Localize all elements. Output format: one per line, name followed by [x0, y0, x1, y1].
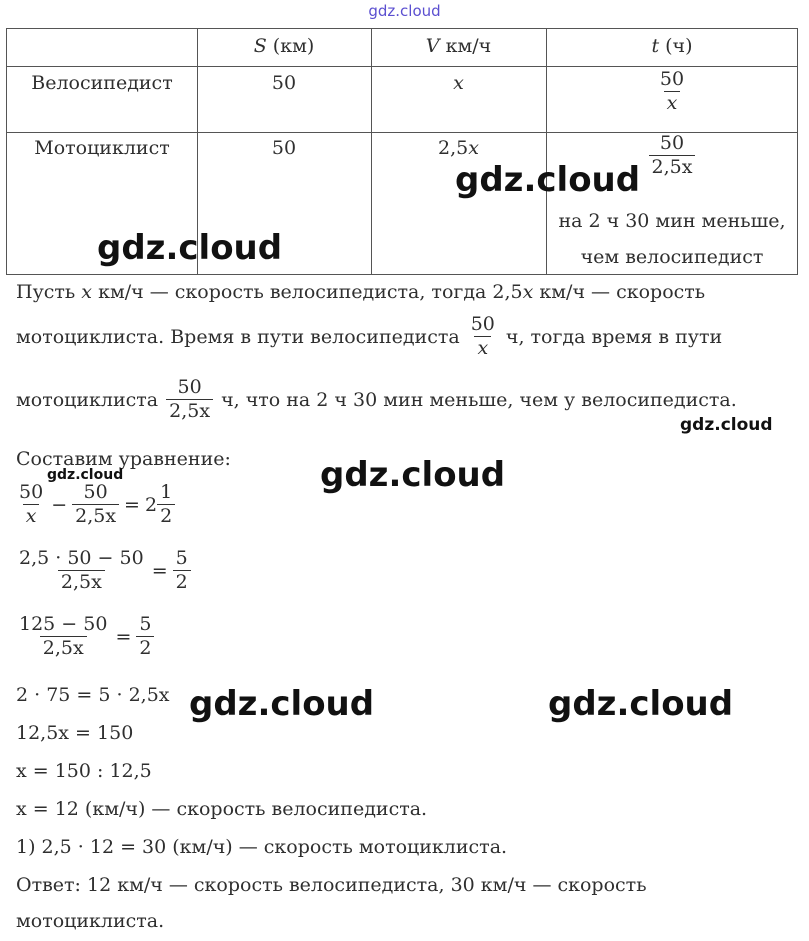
cyclist-speed: x [453, 72, 464, 94]
fraction: $\frac{5}{2}$ [136, 614, 154, 660]
equation-7: x = 12 (км/ч) — скорость велосипедиста. [16, 798, 428, 820]
answer-line-1: Ответ: 12 км/ч — скорость велосипедиста, 30 км/ч — скорость [16, 874, 647, 896]
watermark: gdz.cloud [455, 160, 641, 200]
cyclist-distance: 50 [271, 72, 297, 94]
watermark: gdz.cloud [548, 684, 734, 724]
fraction: $\frac{50}{2,5x}$ [649, 133, 696, 179]
watermark: gdz.cloud [47, 467, 124, 483]
equation-5: 12,5x = 150 [16, 722, 134, 744]
equation-4: 2 · 75 = 5 · 2,5x [16, 684, 170, 706]
motorcyclist-speed: 2,5x [438, 137, 479, 159]
table-divider [7, 66, 797, 67]
equation-1: $\frac{50}{x}$ − $\frac{50}{2,5x}$ = 2 $\frac{1}{2}$ [16, 482, 175, 528]
equation-8: 1) 2,5 · 12 = 30 (км/ч) — скорость мотоциклиста. [16, 836, 508, 858]
cyclist-time [546, 69, 798, 115]
header-watermark: gdz.cloud [368, 2, 441, 20]
watermark: gdz.cloud [97, 228, 283, 268]
motorcyclist-distance: 50 [271, 137, 297, 159]
header-speed: V км/ч [425, 35, 492, 57]
header-time: t (ч) [651, 35, 693, 57]
watermark: gdz.cloud [189, 684, 375, 724]
equation-2: $\frac{2,5 \cdot 50 - 50}{2,5x}$ = $\frac{5}{2}$ [16, 548, 191, 594]
fraction: $\frac{2,5 \cdot 50 - 50}{2,5x}$ [19, 547, 144, 593]
answer-line-2: мотоциклиста. [16, 910, 165, 932]
equation-3: $\frac{125 - 50}{2,5x}$ = $\frac{5}{2}$ [16, 614, 154, 660]
text-line-3: мотоциклиста $\frac{50}{2,5x}$ ч, что на 2 ч 30 мин меньше, чем у велосипедиста. [16, 376, 737, 422]
fraction: $\frac{50}{x}$ [659, 68, 685, 114]
fraction: $\frac{50}{x}$ [470, 313, 495, 359]
time-note: на 2 ч 30 мин меньше, чем велосипедист [558, 210, 786, 268]
fraction: $\frac{50}{2,5x}$ [166, 377, 213, 423]
text-line-1: Пусть x км/ч — скорость велосипедиста, тогда 2,5x км/ч — скорость [16, 281, 706, 303]
fraction: $\frac{125 - 50}{2,5x}$ [19, 613, 108, 659]
fraction: $\frac{50}{2,5x}$ [72, 482, 119, 528]
text-line-4: Составим уравнение: [16, 448, 231, 470]
row-label-cyclist: Велосипедист [31, 72, 173, 94]
equation-6: x = 150 : 12,5 [16, 760, 152, 782]
fraction: $\frac{50}{x}$ [19, 481, 44, 527]
fraction: $\frac{5}{2}$ [173, 548, 191, 594]
watermark: gdz.cloud [320, 455, 506, 495]
watermark: gdz.cloud [680, 415, 773, 435]
header-distance: S (км) [253, 35, 315, 57]
text-line-2: мотоциклиста. Время в пути велосипедиста $\frac{50}{x}$ ч, тогда время в пути [16, 313, 723, 359]
fraction: $\frac{1}{2}$ [157, 482, 175, 528]
row-label-motorcyclist: Мотоциклист [34, 137, 170, 159]
